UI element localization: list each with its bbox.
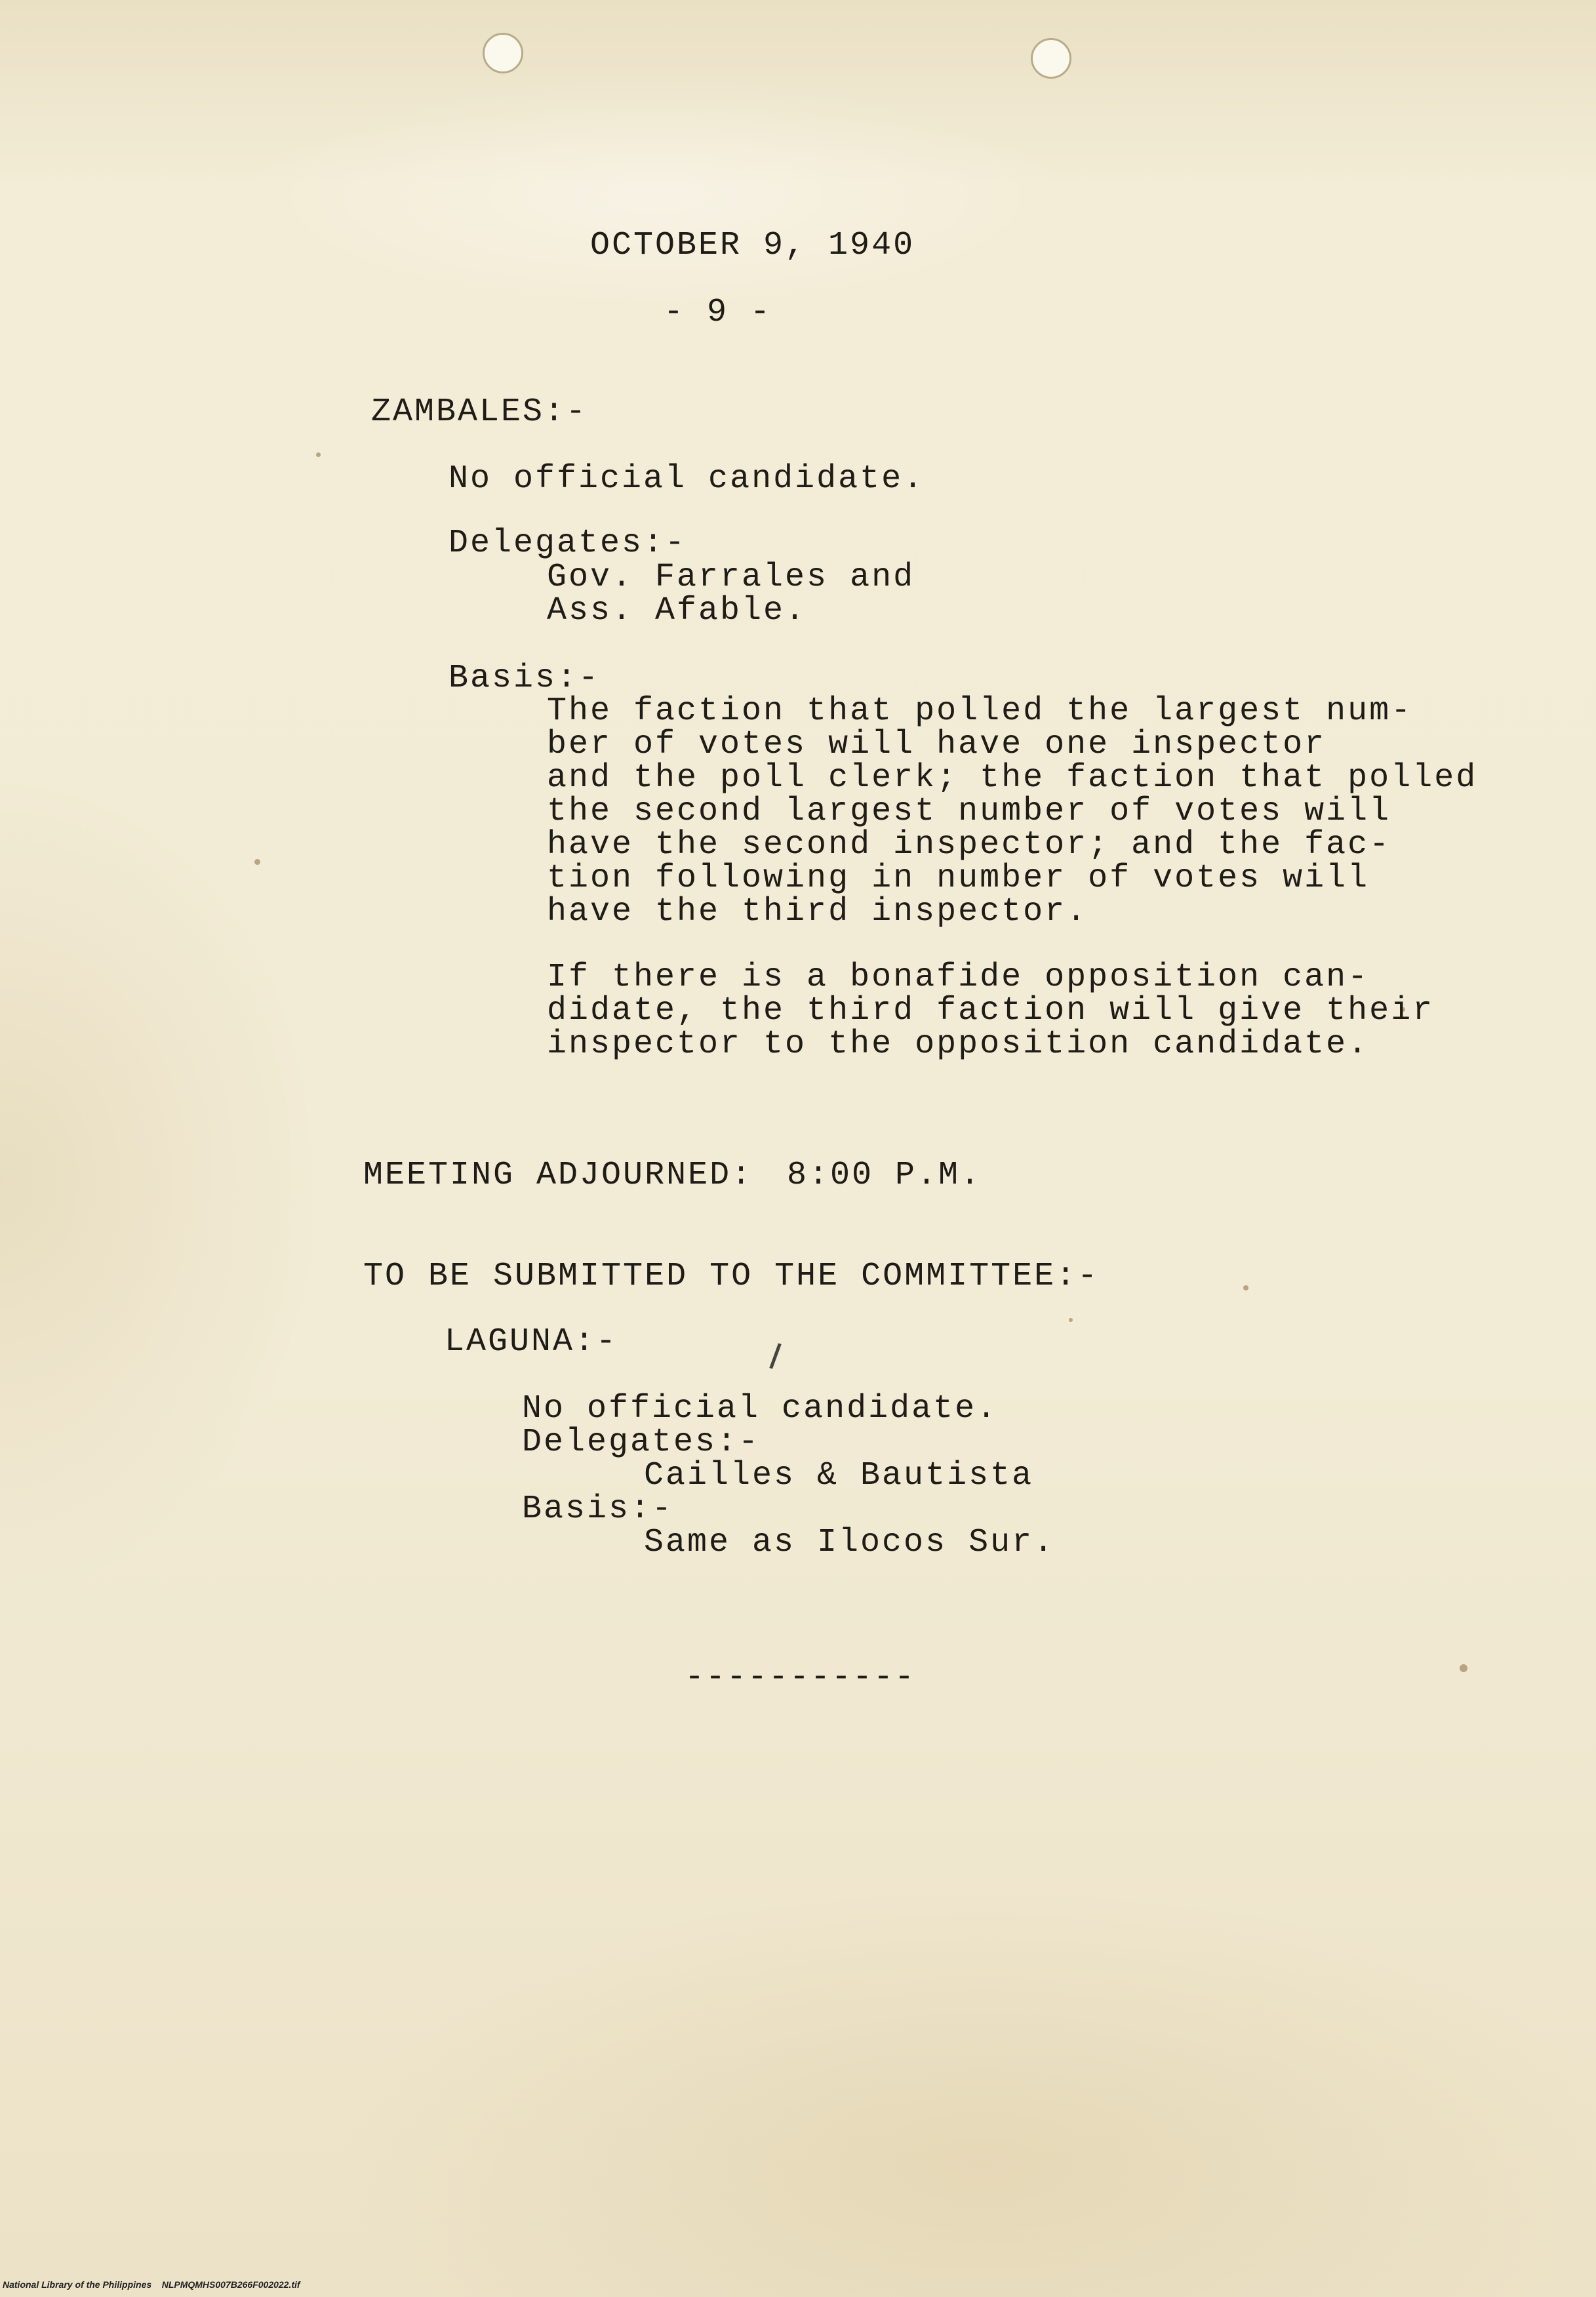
zambales-candidate: No official candidate.	[449, 460, 925, 498]
scan-footer	[3, 2279, 300, 2290]
meeting-adjourned-label: MEETING ADJOURNED:	[363, 1157, 753, 1194]
page-number: - 9 -	[664, 294, 772, 331]
punch-hole-right	[1031, 38, 1071, 79]
zambales-basis-line: have the third inspector.	[547, 893, 1088, 930]
paper-speck	[1069, 1318, 1073, 1322]
zambales-opposition-line: didate, the third faction will give their	[547, 992, 1435, 1029]
laguna-basis: Same as Ilocos Sur.	[644, 1524, 1056, 1561]
zambales-basis-line: the second largest number of votes will	[547, 793, 1391, 830]
zambales-basis-line: The faction that polled the largest num-	[547, 692, 1413, 730]
laguna-candidate: No official candidate.	[522, 1390, 999, 1428]
pencil-mark	[769, 1343, 781, 1368]
paper-speck	[316, 452, 321, 457]
zambales-delegates-label: Delegates:-	[449, 525, 687, 562]
to-be-submitted-heading: TO BE SUBMITTED TO THE COMMITTEE:-	[363, 1258, 1100, 1295]
zambales-opposition-line: If there is a bonafide opposition can-	[547, 959, 1370, 996]
laguna-heading: LAGUNA:-	[445, 1323, 618, 1361]
paper-speck	[254, 859, 260, 865]
zambales-basis-line: and the poll clerk; the faction that polled	[547, 759, 1478, 797]
document-date: OCTOBER 9, 1940	[590, 227, 915, 264]
zambales-opposition-line: inspector to the opposition candidate.	[547, 1026, 1370, 1063]
laguna-delegates: Cailles & Bautista	[644, 1457, 1034, 1494]
paper-speck	[1243, 1285, 1248, 1290]
zambales-basis-line: have the second inspector; and the fac-	[547, 826, 1391, 864]
footer-file-id: NLPMQMHS007B266F002022.tif	[161, 2279, 300, 2290]
footer-library: National Library of the Philippines	[3, 2279, 152, 2290]
meeting-adjourned-time: 8:00 P.M.	[787, 1157, 982, 1194]
paper-speck	[1460, 1664, 1467, 1672]
zambales-delegate-line: Ass. Afable.	[547, 592, 807, 629]
punch-hole-left	[483, 33, 523, 73]
closing-rule: -----------	[685, 1659, 916, 1696]
laguna-basis-label: Basis:-	[522, 1490, 674, 1528]
zambales-basis-label: Basis:-	[449, 660, 601, 697]
zambales-delegate-line: Gov. Farrales and	[547, 559, 915, 596]
zambales-heading: ZAMBALES:-	[371, 393, 588, 431]
laguna-delegates-label: Delegates:-	[522, 1424, 761, 1461]
zambales-basis-line: ber of votes will have one inspector	[547, 726, 1327, 763]
zambales-basis-line: tion following in number of votes will	[547, 860, 1370, 897]
